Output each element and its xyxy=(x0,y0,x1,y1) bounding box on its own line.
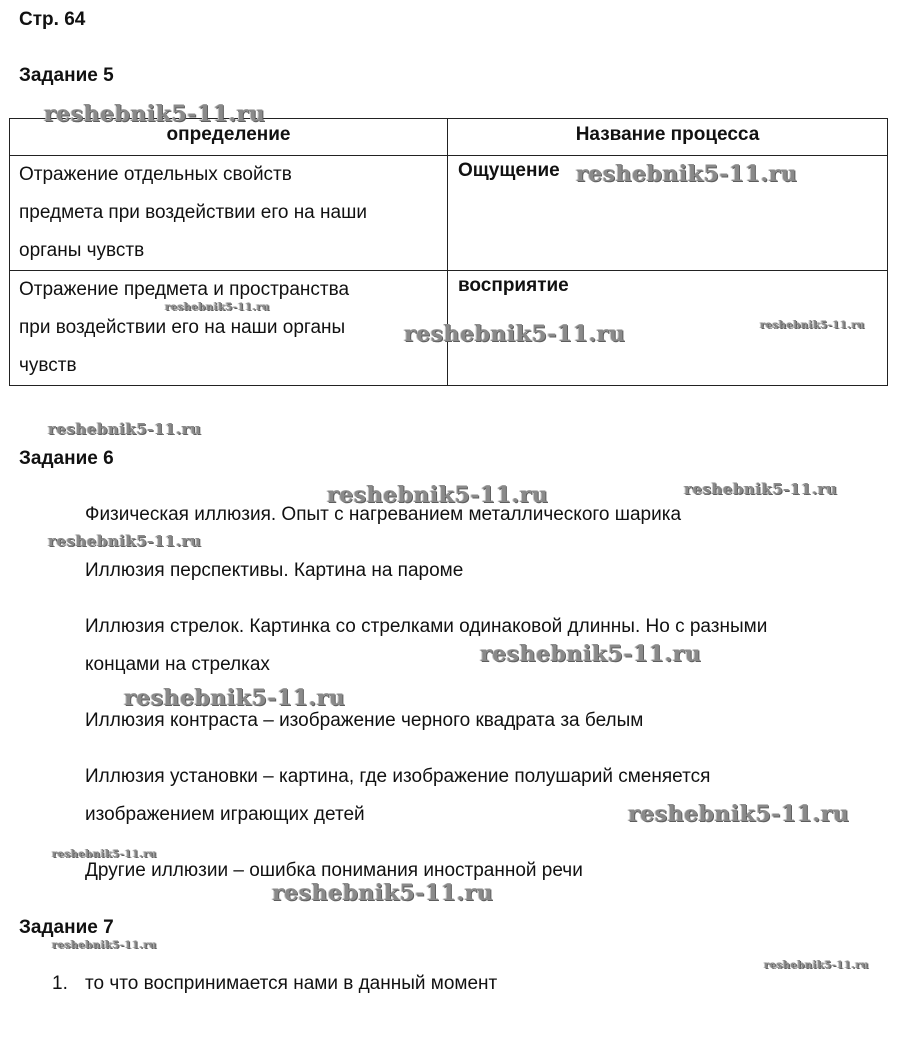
watermark: reshebnik5-11.ru xyxy=(52,849,157,860)
illusion-item: Другие иллюзии – ошибка понимания иностранной речи xyxy=(85,860,583,881)
definition-cell xyxy=(10,271,448,386)
illusion-item: Иллюзия контраста – изображение черного квадрата за белым xyxy=(85,710,644,731)
illusion-item: Иллюзия установки – картина, где изображение полушарий сменяется xyxy=(85,766,711,787)
watermark: reshebnik5-11.ru xyxy=(48,532,202,550)
column-header-process: Название процесса xyxy=(448,119,888,156)
watermark: reshebnik5-11.ru xyxy=(44,101,266,127)
definition-line: Отражение отдельных свойств xyxy=(19,164,292,185)
definition-line: предмета при воздействии его на наши xyxy=(19,202,367,223)
watermark: reshebnik5-11.ru xyxy=(628,801,850,827)
page-label: Стр. 64 xyxy=(19,9,86,30)
watermark: reshebnik5-11.ru xyxy=(760,320,865,331)
illusion-item: Иллюзия перспективы. Картина на пароме xyxy=(85,560,464,581)
illusion-item-continuation: концами на стрелках xyxy=(85,654,270,675)
watermark: reshebnik5-11.ru xyxy=(272,880,494,906)
definition-line: чувств xyxy=(19,355,77,376)
watermark: reshebnik5-11.ru xyxy=(404,321,626,347)
watermark: reshebnik5-11.ru xyxy=(165,302,270,313)
watermark: reshebnik5-11.ru xyxy=(684,480,838,498)
task7-heading: Задание 7 xyxy=(19,917,114,938)
watermark: reshebnik5-11.ru xyxy=(48,420,202,438)
definition-line: Отражение предмета и пространства xyxy=(19,279,350,300)
task5-heading: Задание 5 xyxy=(19,65,114,86)
definition-cell xyxy=(10,156,448,271)
watermark: reshebnik5-11.ru xyxy=(327,482,549,508)
column-header-definition: определение xyxy=(10,119,448,156)
list-item-number: 1. xyxy=(52,973,68,994)
illusion-item-continuation: изображением играющих детей xyxy=(85,804,365,825)
watermark: reshebnik5-11.ru xyxy=(52,940,157,951)
watermark: reshebnik5-11.ru xyxy=(480,641,702,667)
list-item: то что воспринимается нами в данный момент xyxy=(85,973,498,994)
process-name: Ощущение xyxy=(458,160,560,181)
illusion-item: Иллюзия стрелок. Картинка со стрелками одинаковой длинны. Но с разными xyxy=(85,616,768,637)
illusion-item: Физическая иллюзия. Опыт с нагреванием металлического шарика xyxy=(85,504,682,525)
watermark: reshebnik5-11.ru xyxy=(124,685,346,711)
task6-heading: Задание 6 xyxy=(19,448,114,469)
watermark: reshebnik5-11.ru xyxy=(764,960,869,971)
watermark: reshebnik5-11.ru xyxy=(576,161,798,187)
process-name: восприятие xyxy=(458,275,569,296)
definition-line: при воздействии его на наши органы xyxy=(19,317,346,338)
definition-line: органы чувств xyxy=(19,240,145,261)
